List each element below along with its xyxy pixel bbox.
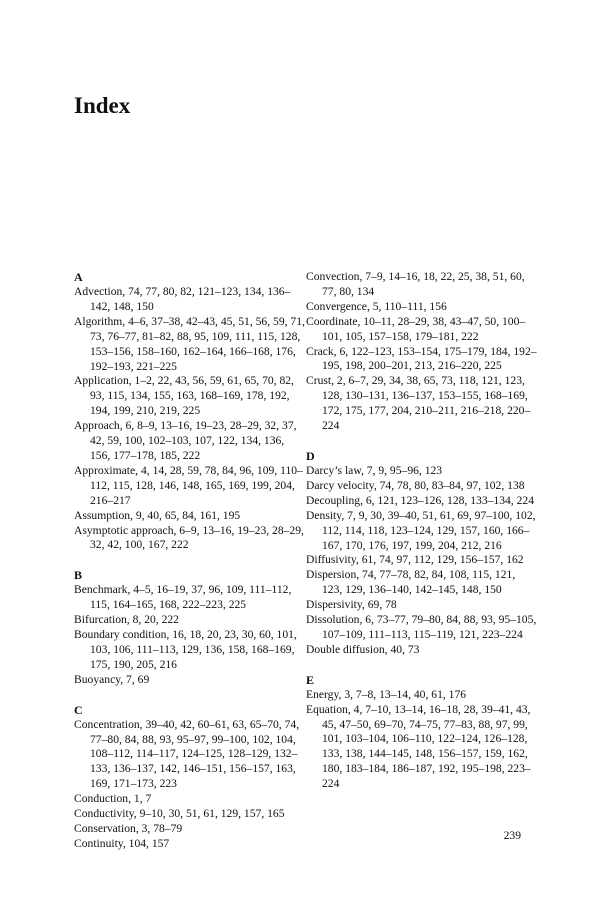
index-entry: Application, 1–2, 22, 43, 56, 59, 61, 65, 70, 82, 93, 115, 134, 155, 163, 168–169, 178, 192, 194, 199, 210, 219, 225 <box>74 374 294 418</box>
index-entry: Darcy’s law, 7, 9, 95–96, 123 <box>306 463 443 477</box>
index-entry: Assumption, 9, 40, 65, 84, 161, 195 <box>74 508 241 522</box>
index-section <box>306 270 538 434</box>
section-letter: C <box>74 702 83 717</box>
index-entry: Approximate, 4, 14, 28, 59, 78, 84, 96, 109, 110–112, 115, 128, 146, 148, 165, 169, 199, 204, 216–217 <box>74 463 303 507</box>
index-entry: Asymptotic approach, 6–9, 13–16, 19–23, 28–29, 32, 42, 100, 167, 222 <box>74 523 304 552</box>
index-entry: Convergence, 5, 110–111, 156 <box>306 299 447 313</box>
index-entry: Buoyancy, 7, 69 <box>74 672 150 686</box>
index-entry: Dissolution, 6, 73–77, 79–80, 84, 88, 93, 95–105, 107–109, 111–113, 115–119, 121, 223–224 <box>306 613 537 641</box>
index-entry: Continuity, 104, 157 <box>74 836 170 850</box>
index-entry: Bifurcation, 8, 20, 222 <box>74 613 179 627</box>
section-letter: A <box>74 270 83 284</box>
section-letter: D <box>306 448 315 463</box>
page-number: 239 <box>503 829 521 842</box>
index-entry: Equation, 4, 7–10, 13–14, 16–18, 28, 39–41, 43, 45, 47–50, 69–70, 74–75, 77–83, 88, 97, 99, 101, 103–104, 106–110, 122–124, 126–128, 133, 138, 144–145, 148, 156–157, 159, 162, 180, 183–184, 186–187, 192, 195–198, 223–224 <box>306 702 531 791</box>
index-section <box>306 673 538 792</box>
index-entry: Approach, 6, 8–9, 13–16, 19–23, 28–29, 32, 37, 42, 59, 100, 102–103, 107, 122, 134, 136, 156, 177–178, 185, 222 <box>74 419 297 462</box>
index-entry: Convection, 7–9, 14–16, 18, 22, 25, 38, 51, 60, 77, 80, 134 <box>306 270 525 298</box>
index-column-right <box>306 270 538 807</box>
index-entry: Dispersion, 74, 77–78, 82, 84, 108, 115, 121, 123, 129, 136–140, 142–145, 148, 150 <box>306 568 516 597</box>
section-letter: B <box>74 568 83 583</box>
index-entry: Diffusivity, 61, 74, 97, 112, 129, 156–157, 162 <box>306 553 524 567</box>
index-entry: Algorithm, 4–6, 37–38, 42–43, 45, 51, 56, 59, 71, 73, 76–77, 81–82, 88, 95, 109, 111, 115, 128, 153–156, 158–160, 162–164, 166–168, 176, 192–193, 221–225 <box>74 314 305 373</box>
index-entry: Decoupling, 6, 121, 123–126, 128, 133–134, 224 <box>306 493 534 507</box>
index-entry: Density, 7, 9, 30, 39–40, 51, 61, 69, 97–100, 102, 112, 114, 118, 123–124, 129, 157, 160, 166–167, 170, 176, 197, 199, 204, 212, 216 <box>306 508 536 552</box>
index-entry: Conservation, 3, 78–79 <box>74 822 183 835</box>
index-entry: Double diffusion, 40, 73 <box>306 642 420 656</box>
index-entry: Concentration, 39–40, 42, 60–61, 63, 65–70, 74, 77–80, 84, 88, 93, 95–97, 99–100, 102, 104, 108–112, 114–117, 124–125, 128–129, 132–133, 136–137, 142, 146–151, 156–157, 163, 169, 171–173, 223 <box>74 717 300 791</box>
index-entry: Darcy velocity, 74, 78, 80, 83–84, 97, 102, 138 <box>306 478 525 492</box>
index-entry: Crack, 6, 122–123, 153–154, 175–179, 184, 192–195, 198, 200–201, 213, 216–220, 225 <box>306 344 537 373</box>
index-entry: Conduction, 1, 7 <box>74 792 152 806</box>
index-entry: Boundary condition, 16, 18, 20, 23, 30, 60, 101, 103, 106, 111–113, 129, 136, 158, 168–169, 175, 190, 205, 216 <box>74 628 297 671</box>
index-entry: Conductivity, 9–10, 30, 51, 61, 129, 157, 165 <box>74 807 285 821</box>
index-entry: Crust, 2, 6–7, 29, 34, 38, 65, 73, 118, 121, 123, 128, 130–131, 136–137, 153–155, 168–169, 172, 175, 177, 204, 210–211, 216–218, 220–224 <box>306 374 531 433</box>
index-entry: Energy, 3, 7–8, 13–14, 40, 61, 176 <box>306 687 467 701</box>
index-column-left <box>74 270 306 867</box>
page-title: Index <box>74 93 131 118</box>
index-entry: Advection, 74, 77, 80, 82, 121–123, 134, 136–142, 148, 150 <box>74 285 291 313</box>
index-entry: Coordinate, 10–11, 28–29, 38, 43–47, 50, 100–101, 105, 157–158, 179–181, 222 <box>306 314 526 343</box>
index-entry: Benchmark, 4–5, 16–19, 37, 96, 109, 111–112, 115, 164–165, 168, 222–223, 225 <box>74 583 292 612</box>
index-section <box>74 703 306 852</box>
index-section <box>306 449 538 658</box>
index-entry: Dispersivity, 69, 78 <box>306 598 397 612</box>
index-section <box>74 568 306 687</box>
index-section <box>74 270 306 553</box>
section-letter: E <box>306 672 315 687</box>
